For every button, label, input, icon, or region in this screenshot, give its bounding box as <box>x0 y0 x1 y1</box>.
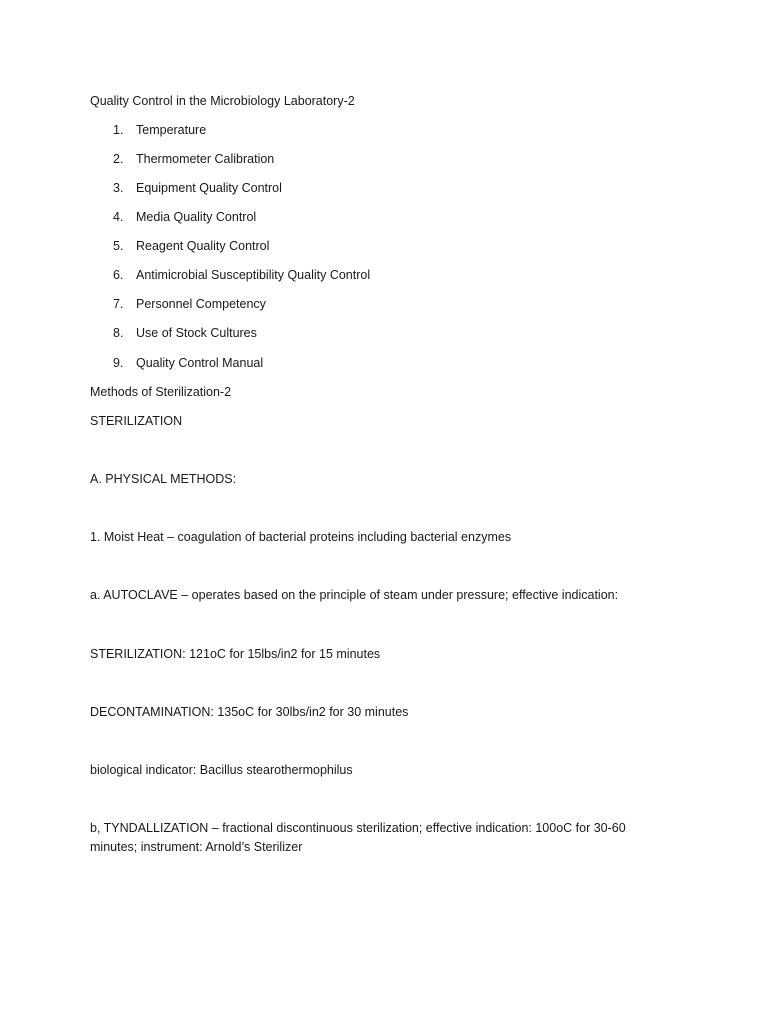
list-item-text: Equipment Quality Control <box>136 181 282 195</box>
physical-methods-heading: A. PHYSICAL METHODS: <box>90 472 237 486</box>
list-item-number: 7. <box>113 297 124 311</box>
list-item-text: Thermometer Calibration <box>136 152 275 166</box>
sterilization-heading: STERILIZATION <box>90 414 183 428</box>
list-item-text: Temperature <box>136 123 207 137</box>
document-title: Quality Control in the Microbiology Laboratory-2 <box>90 94 355 108</box>
list-item-number: 4. <box>113 210 124 224</box>
list-item-number: 1. <box>113 123 124 137</box>
decontamination-parameters: DECONTAMINATION: 135oC for 30lbs/in2 for 30 minutes <box>90 705 409 719</box>
list-item-number: 3. <box>113 181 124 195</box>
sterilization-parameters: STERILIZATION: 121oC for 15lbs/in2 for 15 minutes <box>90 647 381 661</box>
biological-indicator: biological indicator: Bacillus stearothermophilus <box>90 763 353 777</box>
methods-heading: Methods of Sterilization-2 <box>90 385 232 399</box>
list-item-text: Antimicrobial Susceptibility Quality Control <box>136 268 371 282</box>
list-item-text: Personnel Competency <box>136 297 266 311</box>
list-item-text: Quality Control Manual <box>136 356 264 370</box>
list-item-text: Media Quality Control <box>136 210 257 224</box>
list-item-number: 6. <box>113 268 124 282</box>
list-item-text: Reagent Quality Control <box>136 239 270 253</box>
list-item-number: 8. <box>113 326 124 340</box>
list-item-text: Use of Stock Cultures <box>136 326 257 340</box>
list-item-number: 5. <box>113 239 124 253</box>
list-item-number: 9. <box>113 356 124 370</box>
tyndallization-paragraph: b, TYNDALLIZATION – fractional discontinuous sterilization; effective indication: 100oC for 30-60 minutes; instrument: Arnold’s Sterilizer <box>90 821 626 854</box>
list-item-number: 2. <box>113 152 124 166</box>
moist-heat-paragraph: 1. Moist Heat – coagulation of bacterial proteins including bacterial enzymes <box>90 530 512 544</box>
autoclave-paragraph: a. AUTOCLAVE – operates based on the principle of steam under pressure; effective indication: <box>90 588 619 602</box>
